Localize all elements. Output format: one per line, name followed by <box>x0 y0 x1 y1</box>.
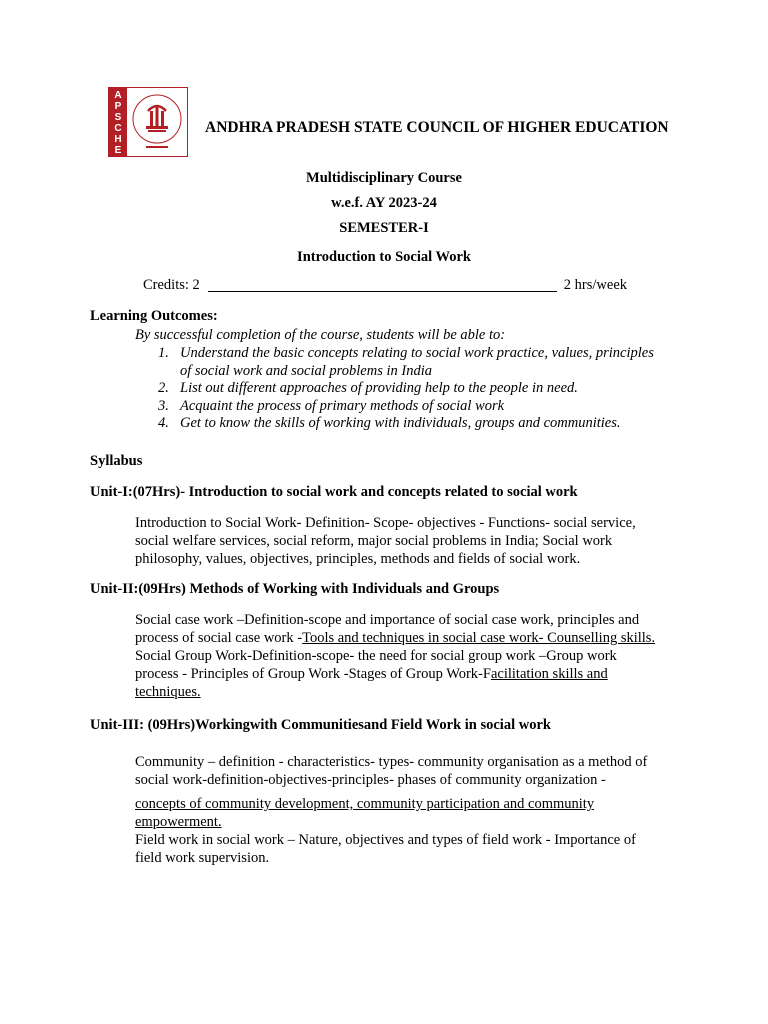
underlined-text: techniques. <box>135 684 201 700</box>
outcome-text: List out different approaches of providing help to the people in need. <box>180 380 578 396</box>
text-line <box>135 683 678 701</box>
credits-divider <box>208 291 557 292</box>
outcome-text: Understand the basic concepts relating to social work practice, values, principles <box>180 345 654 361</box>
semester: SEMESTER-I <box>339 220 429 236</box>
logo-letter-strip <box>109 88 127 156</box>
text-line: Social case work –Definition-scope and importance of social case work, principles and <box>135 612 640 628</box>
credits: Credits: 2 <box>143 277 200 293</box>
course-wef: w.e.f. AY 2023-24 <box>331 195 437 211</box>
underlined-text: concepts of community development, community participation and community <box>135 796 595 812</box>
logo-emblem <box>127 88 187 156</box>
unit-3-title: Unit-III: (09Hrs)Workingwith Communitiesand Field Work in social work <box>90 717 551 733</box>
list-item <box>158 415 688 433</box>
underlined-text: empowerment. <box>135 814 222 830</box>
council-title: ANDHRA PRADESH STATE COUNCIL OF HIGHER EDUCATION <box>205 119 669 136</box>
text-line: social welfare services, social reform, major social problems in India; Social work <box>135 533 613 549</box>
logo-letter: A <box>114 90 122 101</box>
course-type: Multidisciplinary Course <box>306 170 462 186</box>
list-item <box>158 380 688 398</box>
text-line: Community – definition - characteristics- types- community organisation as a method of <box>135 754 648 770</box>
underlined-text: acilitation skills and <box>490 666 608 682</box>
text-segment: process - Principles of Group Work -Stages of Group Work-F <box>135 666 491 682</box>
logo-letter: S <box>114 112 122 123</box>
syllabus-heading: Syllabus <box>90 453 143 469</box>
text-line: philosophy, values, objectives, principles, methods and fields of social work. <box>135 551 581 567</box>
emblem-icon <box>128 91 186 153</box>
learning-outcomes-intro: By successful completion of the course, students will be able to: <box>135 327 506 343</box>
text-line: field work supervision. <box>135 850 270 866</box>
list-number: 4. <box>158 415 169 431</box>
logo-letter: E <box>114 145 122 156</box>
list-number: 2. <box>158 380 169 396</box>
logo-letter: C <box>114 123 122 134</box>
text-line: Social Group Work-Definition-scope- the need for social group work –Group work <box>135 648 617 664</box>
list-number: 1. <box>158 345 169 361</box>
unit-2-content <box>135 611 678 701</box>
outcome-text: of social work and social problems in India <box>180 362 432 379</box>
learning-outcomes-heading: Learning Outcomes: <box>90 308 218 324</box>
unit-1-title: Unit-I:(07Hrs)- Introduction to social work and concepts related to social work <box>90 484 578 500</box>
learning-outcomes-list <box>158 345 688 433</box>
text-line: social work-definition-objectives-principles- phases of community organization - <box>135 772 606 788</box>
course-name: Introduction to Social Work <box>297 249 471 265</box>
unit-1-content <box>135 514 678 568</box>
outcome-text: Acquaint the process of primary methods of social work <box>180 397 505 414</box>
logo-letter: P <box>114 101 122 112</box>
outcome-text: Get to know the skills of working with individuals, groups and communities. <box>180 415 621 431</box>
logo-letter: H <box>114 134 122 145</box>
unit-2-title: Unit-II:(09Hrs) Methods of Working with Individuals and Groups <box>90 581 500 597</box>
apsche-logo <box>108 87 188 157</box>
text-segment: process of social case work - <box>135 630 303 646</box>
text-line: Field work in social work – Nature, objectives and types of field work - Importance of <box>135 832 636 848</box>
text-line <box>135 629 678 647</box>
text-line: Introduction to Social Work- Definition- Scope- objectives - Functions- social service, <box>135 515 636 531</box>
list-number: 3. <box>158 397 169 414</box>
text-line <box>135 665 678 683</box>
underlined-text: Tools and techniques in social case work- Counselling skills. <box>302 630 656 646</box>
hours-per-week: 2 hrs/week <box>563 277 627 293</box>
unit-3-content <box>135 753 678 867</box>
list-item <box>158 345 688 380</box>
list-item <box>158 398 688 416</box>
